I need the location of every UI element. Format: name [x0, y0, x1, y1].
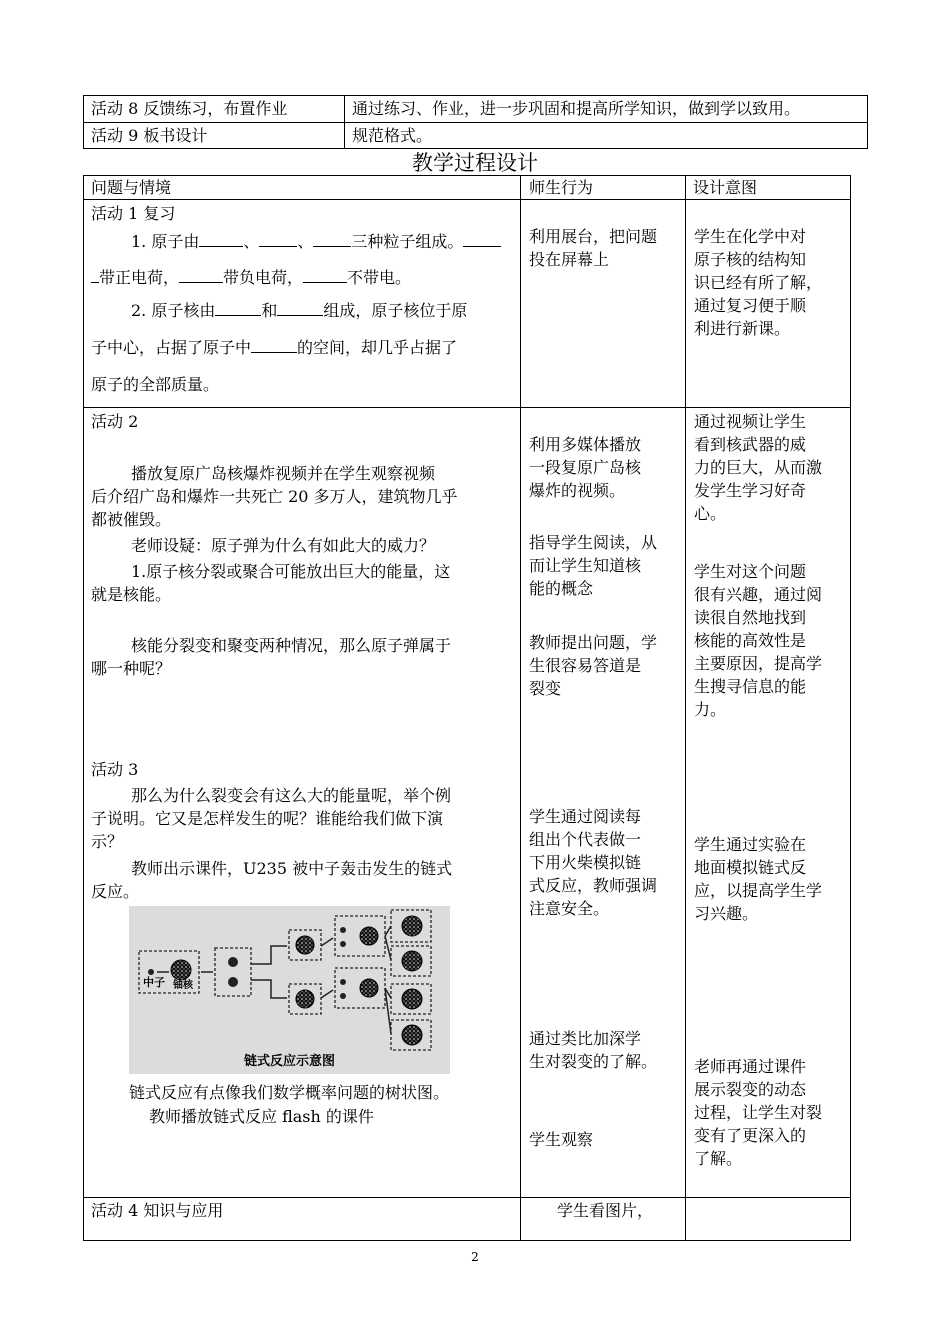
- table-border: [83, 407, 851, 408]
- neutron-label: 中子: [143, 976, 165, 989]
- text-line: 核能分裂变和聚变两种情况，那么原子弹属于: [131, 636, 452, 655]
- activity-2-paragraph-1: [91, 462, 516, 531]
- text-line: 反应。: [91, 882, 140, 901]
- table-border: [83, 175, 851, 176]
- top-table-row-2-left: 活动 9 板书设计: [91, 126, 208, 145]
- activity-2-teacher-action-2: [529, 531, 657, 600]
- text-line: 通过视频让学生: [694, 412, 807, 431]
- text-line: 力。: [694, 700, 727, 719]
- table-border: [850, 175, 851, 1241]
- header-teacher-student: 师生行为: [529, 178, 594, 197]
- activity-3-design-intent-1: [694, 833, 822, 925]
- activity-2-teacher-action-1: [529, 433, 641, 502]
- text-line: 心。: [694, 504, 727, 523]
- chain-reaction-diagram: [129, 906, 450, 1074]
- table-border: [83, 122, 868, 123]
- text-line: 投在屏幕上: [529, 250, 610, 269]
- table-border: [83, 1197, 851, 1198]
- text-line: 核能的高效性是: [694, 631, 807, 650]
- text-line: 注意安全。: [529, 899, 610, 918]
- review-question-2-line-3: 原子的全部质量。: [91, 375, 220, 394]
- text-line: 哪一种呢？: [91, 659, 172, 678]
- page-title: 教学过程设计: [412, 151, 538, 175]
- text-line: 子说明。它又是怎样发生的呢？谁能给我们做下演: [91, 809, 444, 828]
- text-line: 能的概念: [529, 579, 594, 598]
- text-line: 1.原子核分裂或聚合可能放出巨大的能量，这: [131, 562, 451, 581]
- review-question-1-line-1: 1. 原子由 、 、 三种粒子组成。: [131, 232, 501, 251]
- uranium-label: 铀核: [173, 980, 193, 991]
- top-table-row-2-right: 规范格式。: [352, 126, 433, 145]
- top-table-row-1-right: 通过练习、作业，进一步巩固和提高所学知识，做到学以致用。: [352, 99, 801, 118]
- activity-3-teacher-action-1: [529, 805, 657, 920]
- table-border: [83, 1240, 851, 1241]
- top-table-row-1-left: 活动 8 反馈练习，布置作业: [91, 99, 288, 118]
- review-question-2-line-1: 2. 原子核由 和 组成，原子核位于原: [131, 301, 468, 320]
- activity-1-teacher-action: [529, 225, 657, 271]
- activity-3-tree-analogy: 链式反应有点像我们数学概率问题的树状图。: [129, 1083, 450, 1102]
- table-border: [685, 175, 686, 1241]
- table-border: [83, 95, 84, 149]
- text-line: 下用火柴模拟链: [529, 853, 642, 872]
- text-line: 发学生学习好奇: [694, 481, 807, 500]
- text-line: 读很自然地找到: [694, 608, 807, 627]
- activity-2-paragraph-4: [91, 634, 516, 680]
- table-border: [83, 199, 851, 200]
- table-border: [83, 148, 868, 149]
- text-line: 很有兴趣，通过阅: [694, 585, 823, 604]
- text-line: 了解。: [694, 1149, 743, 1168]
- text-line: 都被催毁。: [91, 510, 172, 529]
- activity-4-teacher-action: 学生看图片，: [557, 1201, 654, 1220]
- text-line: 展示裂变的动态: [694, 1080, 807, 1099]
- activity-3-flash-courseware: 教师播放链式反应 flash 的课件: [149, 1107, 374, 1126]
- table-border: [520, 175, 521, 1241]
- text-line: 习兴趣。: [694, 904, 759, 923]
- activity-3-design-intent-2: [694, 1055, 822, 1170]
- text-line: 指导学生阅读，从: [529, 533, 658, 552]
- text-line: 利用展台，把问题: [529, 227, 658, 246]
- text-line: 通过类比加深学: [529, 1029, 642, 1048]
- activity-3-teacher-action-3: 学生观察: [529, 1130, 594, 1149]
- text-line: 生很容易答道是: [529, 656, 642, 675]
- text-line: 利进行新课。: [694, 319, 791, 338]
- text-line: 就是核能。: [91, 585, 172, 604]
- text-line: 组出个代表做一: [529, 830, 642, 849]
- text-line: 力的巨大，从而激: [694, 458, 823, 477]
- review-question-2-line-2: 子中心，占据了原子中 的空间，却几乎占据了: [91, 338, 458, 357]
- text-line: 那么为什么裂变会有这么大的能量呢，举个例: [131, 786, 452, 805]
- text-line: 生对裂变的了解。: [529, 1052, 658, 1071]
- activity-1-design-intent: [694, 225, 822, 340]
- text-line: 学生通过阅读每: [529, 807, 642, 826]
- text-line: 一段复原广岛核: [529, 458, 642, 477]
- activity-3-paragraph-1: [91, 784, 516, 853]
- text-line: 识已经有所了解，: [694, 273, 823, 292]
- activity-4-title: 活动 4 知识与应用: [91, 1201, 224, 1220]
- activity-2-design-intent-2: [694, 560, 822, 721]
- text-line: 变有了更深入的: [694, 1126, 807, 1145]
- text-line: 学生对这个问题: [694, 562, 807, 581]
- text-line: 地面模拟链式反: [694, 858, 807, 877]
- header-questions: 问题与情境: [91, 178, 172, 197]
- table-border: [867, 95, 868, 149]
- text-line: 老师再通过课件: [694, 1057, 807, 1076]
- text-line: 看到核武器的威: [694, 435, 807, 454]
- page-number: 2: [471, 1250, 479, 1264]
- header-design-intent: 设计意图: [693, 178, 758, 197]
- table-border: [83, 175, 84, 1241]
- activity-2-design-intent-1: [694, 410, 822, 525]
- text-line: 后介绍广岛和爆炸一共死亡 20 多万人，建筑物几乎: [91, 487, 458, 506]
- table-border: [83, 95, 868, 96]
- text-line: 教师出示课件，U235 被中子轰击发生的链式: [131, 859, 453, 878]
- text-line: 教师提出问题，学: [529, 633, 658, 652]
- text-line: 利用多媒体播放: [529, 435, 642, 454]
- activity-2-teacher-question: 老师设疑：原子弹为什么有如此大的威力？: [131, 536, 436, 555]
- text-line: 主要原因，提高学: [694, 654, 823, 673]
- diagram-caption: 链式反应示意图: [243, 1054, 335, 1069]
- activity-2-teacher-action-3: [529, 631, 657, 700]
- text-line: 而让学生知道核: [529, 556, 642, 575]
- text-line: 过程，让学生对裂: [694, 1103, 823, 1122]
- activity-2-title: 活动 2: [91, 412, 139, 431]
- activity-3-teacher-action-2: [529, 1027, 657, 1073]
- text-line: 学生通过实验在: [694, 835, 807, 854]
- text-line: 原子核的结构知: [694, 250, 807, 269]
- text-line: 生搜寻信息的能: [694, 677, 807, 696]
- review-question-1-line-2: 带正电荷， 带负电荷， 不带电。: [91, 268, 411, 287]
- text-line: 式反应，教师强调: [529, 876, 658, 895]
- activity-1-title: 活动 1 复习: [91, 204, 176, 223]
- activity-3-title: 活动 3: [91, 760, 139, 779]
- table-border: [344, 95, 345, 149]
- text-line: 播放复原广岛核爆炸视频并在学生观察视频: [131, 464, 436, 483]
- activity-2-paragraph-3: [91, 560, 516, 606]
- text-line: 爆炸的视频。: [529, 481, 626, 500]
- text-line: 裂变: [529, 679, 562, 698]
- text-line: 通过复习便于顺: [694, 296, 807, 315]
- text-line: 应，以提高学生学: [694, 881, 823, 900]
- text-line: 示？: [91, 832, 124, 851]
- text-line: 学生在化学中对: [694, 227, 807, 246]
- activity-3-paragraph-2: [91, 857, 516, 903]
